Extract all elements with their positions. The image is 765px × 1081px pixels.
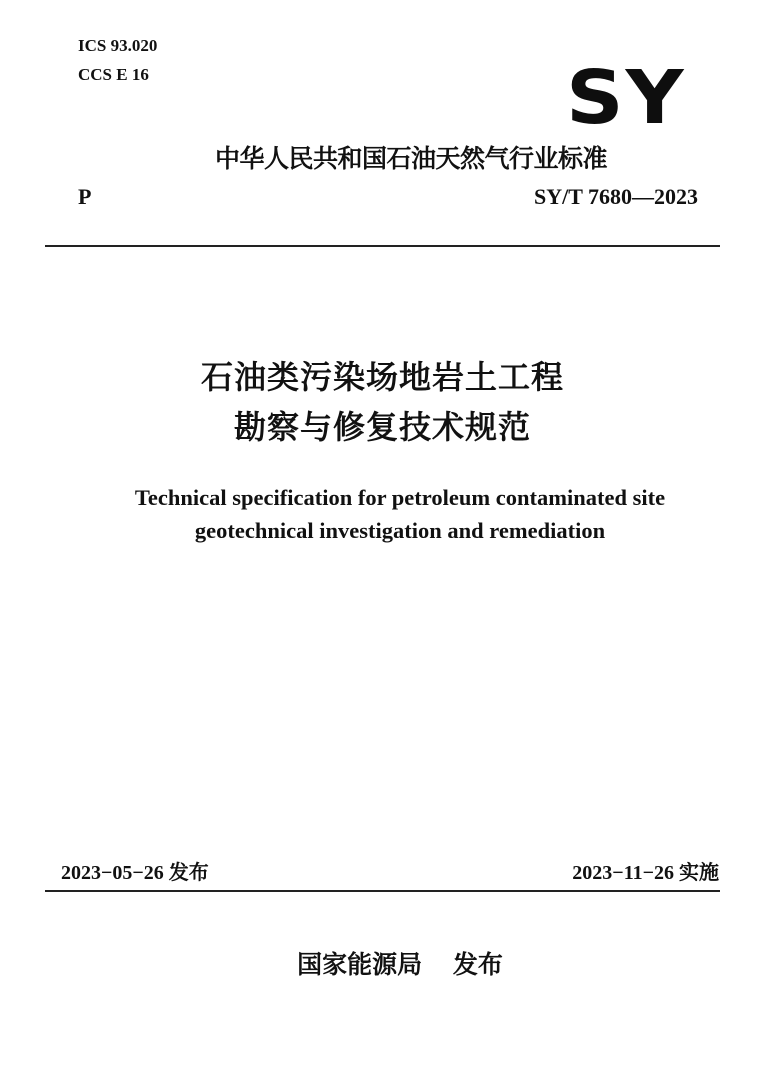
ics-code: ICS 93.020 <box>78 36 158 55</box>
implementation-label: 实施 <box>679 860 719 884</box>
standard-number: SY/T 7680—2023 <box>533 184 698 209</box>
publisher: 国家能源局 发布 <box>297 950 503 979</box>
issue-date <box>61 856 209 885</box>
implementation-date <box>572 856 719 885</box>
implementation-date-value: 2023−11−26 <box>572 862 674 884</box>
title-chinese-line-2: 勘察与修复技术规范 <box>233 408 531 446</box>
issue-label: 发布 <box>168 860 209 884</box>
title-chinese-line-1: 石油类污染场地岩土工程 <box>200 358 564 396</box>
title-english-line-2: geotechnical investigation and remediation <box>194 518 606 543</box>
sy-logo: SY <box>566 54 686 141</box>
title-english-line-1: Technical specification for petroleum contaminated site <box>134 485 666 510</box>
issue-date-value: 2023−05−26 <box>61 862 164 884</box>
industry-standard-heading: 中华人民共和国石油天然气行业标准 <box>215 144 608 173</box>
top-divider <box>45 245 720 247</box>
classification-code: P <box>78 184 92 209</box>
bottom-divider <box>45 890 720 892</box>
ccs-code: CCS E 16 <box>78 65 149 84</box>
